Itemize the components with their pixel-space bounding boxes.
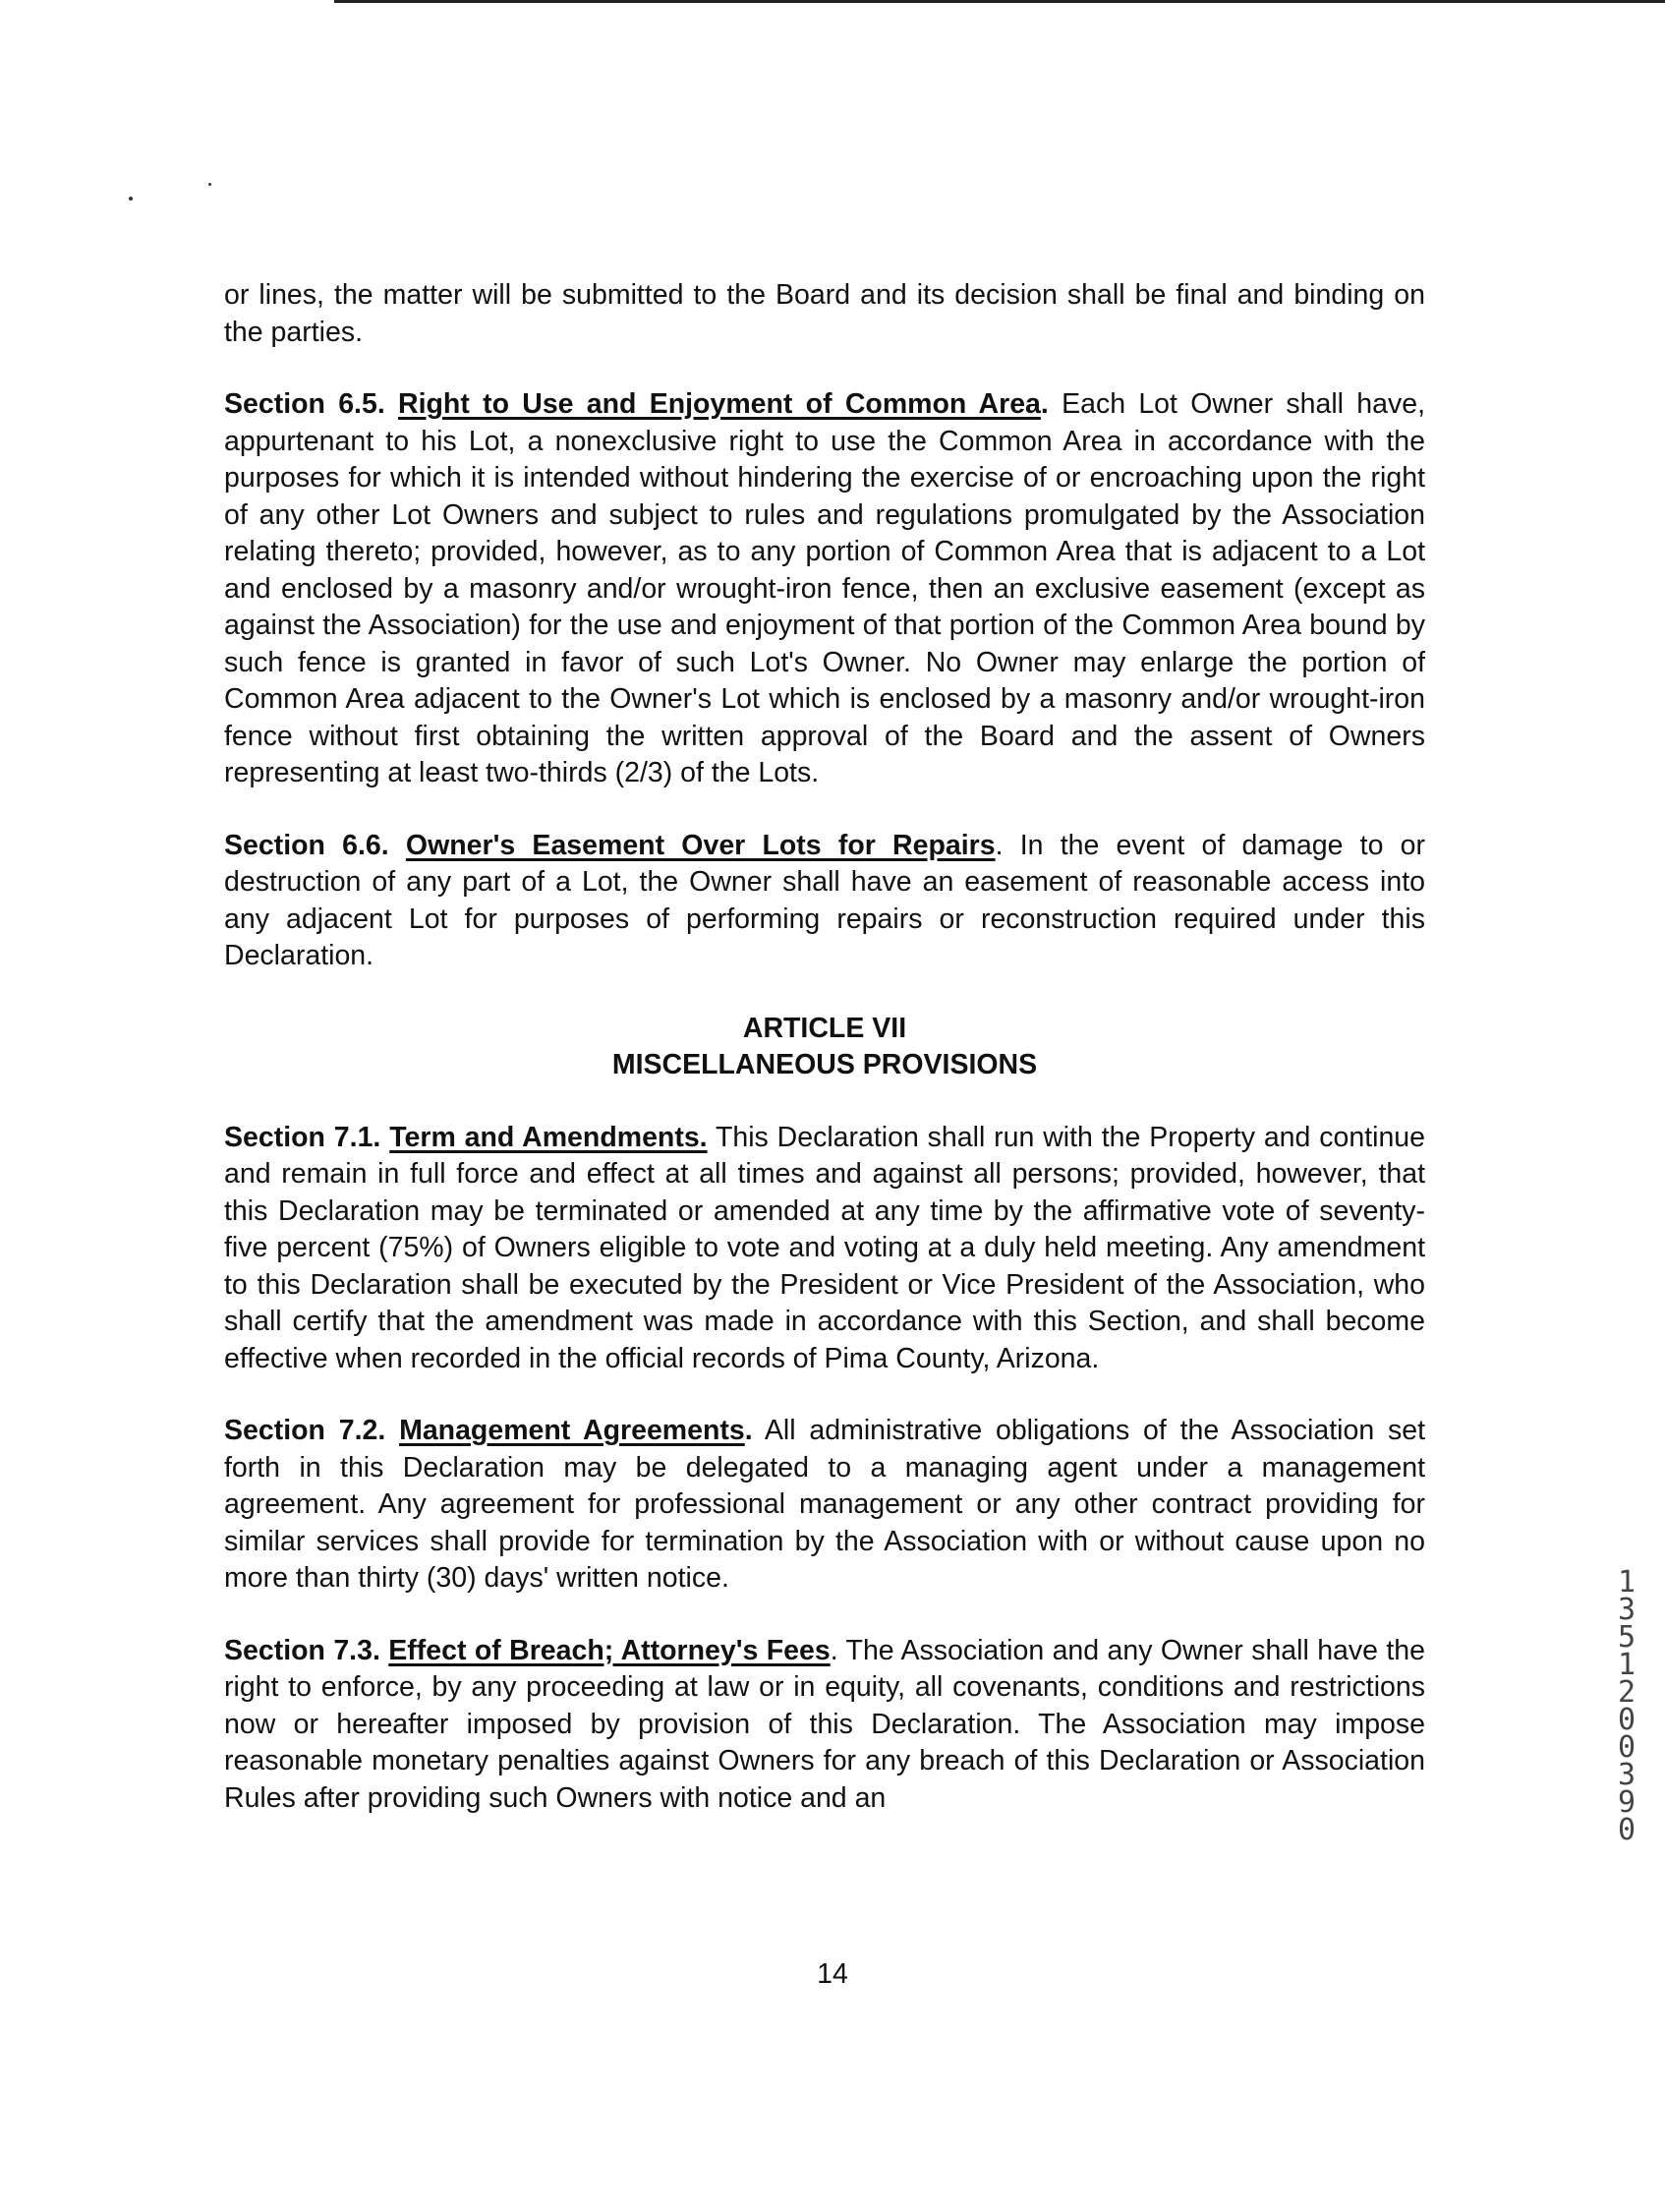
article-title: MISCELLANEOUS PROVISIONS [611,1049,1038,1080]
section-7-1 [224,1120,1425,1378]
section-title: Term and Amendments. [389,1121,708,1153]
section-title: Right to Use and Enjoyment of Common Area [398,388,1041,420]
section-number: Section 7.3. [224,1634,380,1666]
document-page [224,277,1425,1817]
section-6-5: Section 6.5. Right to Use and Enjoyment of Common Area. Each Lot Owner shall have, appurtenant to his Lot, a nonexclusive right to use the Common Area in accordance with the purposes for which it is intended without hindering the exercise of or encroaching upon the right of any other Lot Owners and subject to rules and regulations promulgated by the Association relating thereto; provided, however, as to any portion of Common Area that is adjacent to a Lot and enclosed by a masonry and/or wrought-iron fence, then an exclusive easement (except as against the Association) for the use and enjoyment of that portion of the Common Area bound by such fence is granted in favor of such Lot's Owner. No Owner may enlarge the portion of Common Area adjacent to the Owner's Lot which is enclosed by a masonry and/or wrought-iron fence without first obtaining the written approval of the Board and the assent of Owners representing at least two-thirds (2/3) of the Lots. [224,388,1425,788]
section-body: In the event of damage to or destruction of any part of a Lot, the Owner shall have an easement of reasonable access into any adjacent Lot for purposes of performing repairs or reconstruction required under this Declaration. [224,829,1425,971]
section-title: Effect of Breach; Attorney's Fees [388,1634,831,1666]
page-number: 14 [817,1958,848,1990]
scan-speck [129,197,133,201]
section-7-3: Section 7.3. Effect of Breach; Attorney's Fees. The Association and any Owner shall have the right to enforce, by any proceeding at law or in equity, all covenants, conditions and restrictions now or hereafter imposed by provision of this Declaration. The Association may impose reasonable monetary penalties against Owners for any breach of this Declaration or Association Rules after providing such Owners with notice and an [224,1634,1425,1814]
recording-number: 13512 00390 [1617,1565,1636,1847]
section-body: All administrative obligations of the Association set forth in this Declaration may be delegated to a managing agent under a management agreement. Any agreement for professional management or any other contract providing for similar services shall provide for termination by the Association with or without cause upon no more than thirty (30) days' written notice. [224,1415,1425,1594]
section-body: This Declaration shall run with the Property and continue and remain in full force and effect at all times and against all persons; provided, however, that this Declaration may be terminated or amended at any time by the affirmative vote of seventy-five percent (75%) of Owners eligible to vote and voting at a duly held meeting. Any amendment to this Declaration shall be executed by the President or Vice President of the Association, who shall certify that the amendment was made in accordance with this Section, and shall become effective when recorded in the official records of Pima County, Arizona. [224,1121,1425,1374]
section-number: Section 6.6. [224,829,389,861]
scan-speck [208,183,211,186]
article-number: ARTICLE VII [742,1012,907,1044]
section-title: Management Agreements [399,1415,745,1446]
intro-paragraph: or lines, the matter will be submitted to the Board and its decision shall be final and binding on the parties. [224,279,1425,348]
section-number: Section 7.1. [224,1121,381,1153]
section-6-6: Section 6.6. Owner's Easement Over Lots for Repairs. In the event of damage to or destruction of any part of a Lot, the Owner shall have an easement of reasonable access into any adjacent Lot for purposes of performing repairs or reconstruction required under this Declaration. [224,829,1425,971]
section-title: Owner's Easement Over Lots for Repairs [405,829,996,861]
section-number: Section 7.2. [224,1415,386,1446]
top-edge-rule [334,0,1665,3]
section-body: The Association and any Owner shall have the right to enforce, by any proceeding at law or in equity, all covenants, conditions and restrictions now or hereafter imposed by provision of this Declaration. The Association may impose reasonable monetary penalties against Owners for any breach of this Declaration or Association Rules after providing such Owners with notice and an [224,1634,1425,1814]
section-body: Each Lot Owner shall have, appurtenant to his Lot, a nonexclusive right to use the Common Area in accordance with the purposes for which it is intended without hindering the exercise of or encroaching upon the right of any other Lot Owners and subject to rules and regulations promulgated by the Association relating thereto; provided, however, as to any portion of Common Area that is adjacent to a Lot and enclosed by a masonry and/or wrought-iron fence, then an exclusive easement (except as against the Association) for the use and enjoyment of that portion of the Common Area bound by such fence is granted in favor of such Lot's Owner. No Owner may enlarge the portion of Common Area adjacent to the Owner's Lot which is enclosed by a masonry and/or wrought-iron fence without first obtaining the written approval of the Board and the assent of Owners representing at least two-thirds (2/3) of the Lots. [224,388,1425,788]
section-number: Section 6.5. [224,388,385,420]
section-7-2: Section 7.2. Management Agreements. All administrative obligations of the Association set forth in this Declaration may be delegated to a managing agent under a management agreement. Any agreement for professional management or any other contract providing for similar services shall provide for termination by the Association with or without cause upon no more than thirty (30) days' written notice. [224,1415,1425,1594]
